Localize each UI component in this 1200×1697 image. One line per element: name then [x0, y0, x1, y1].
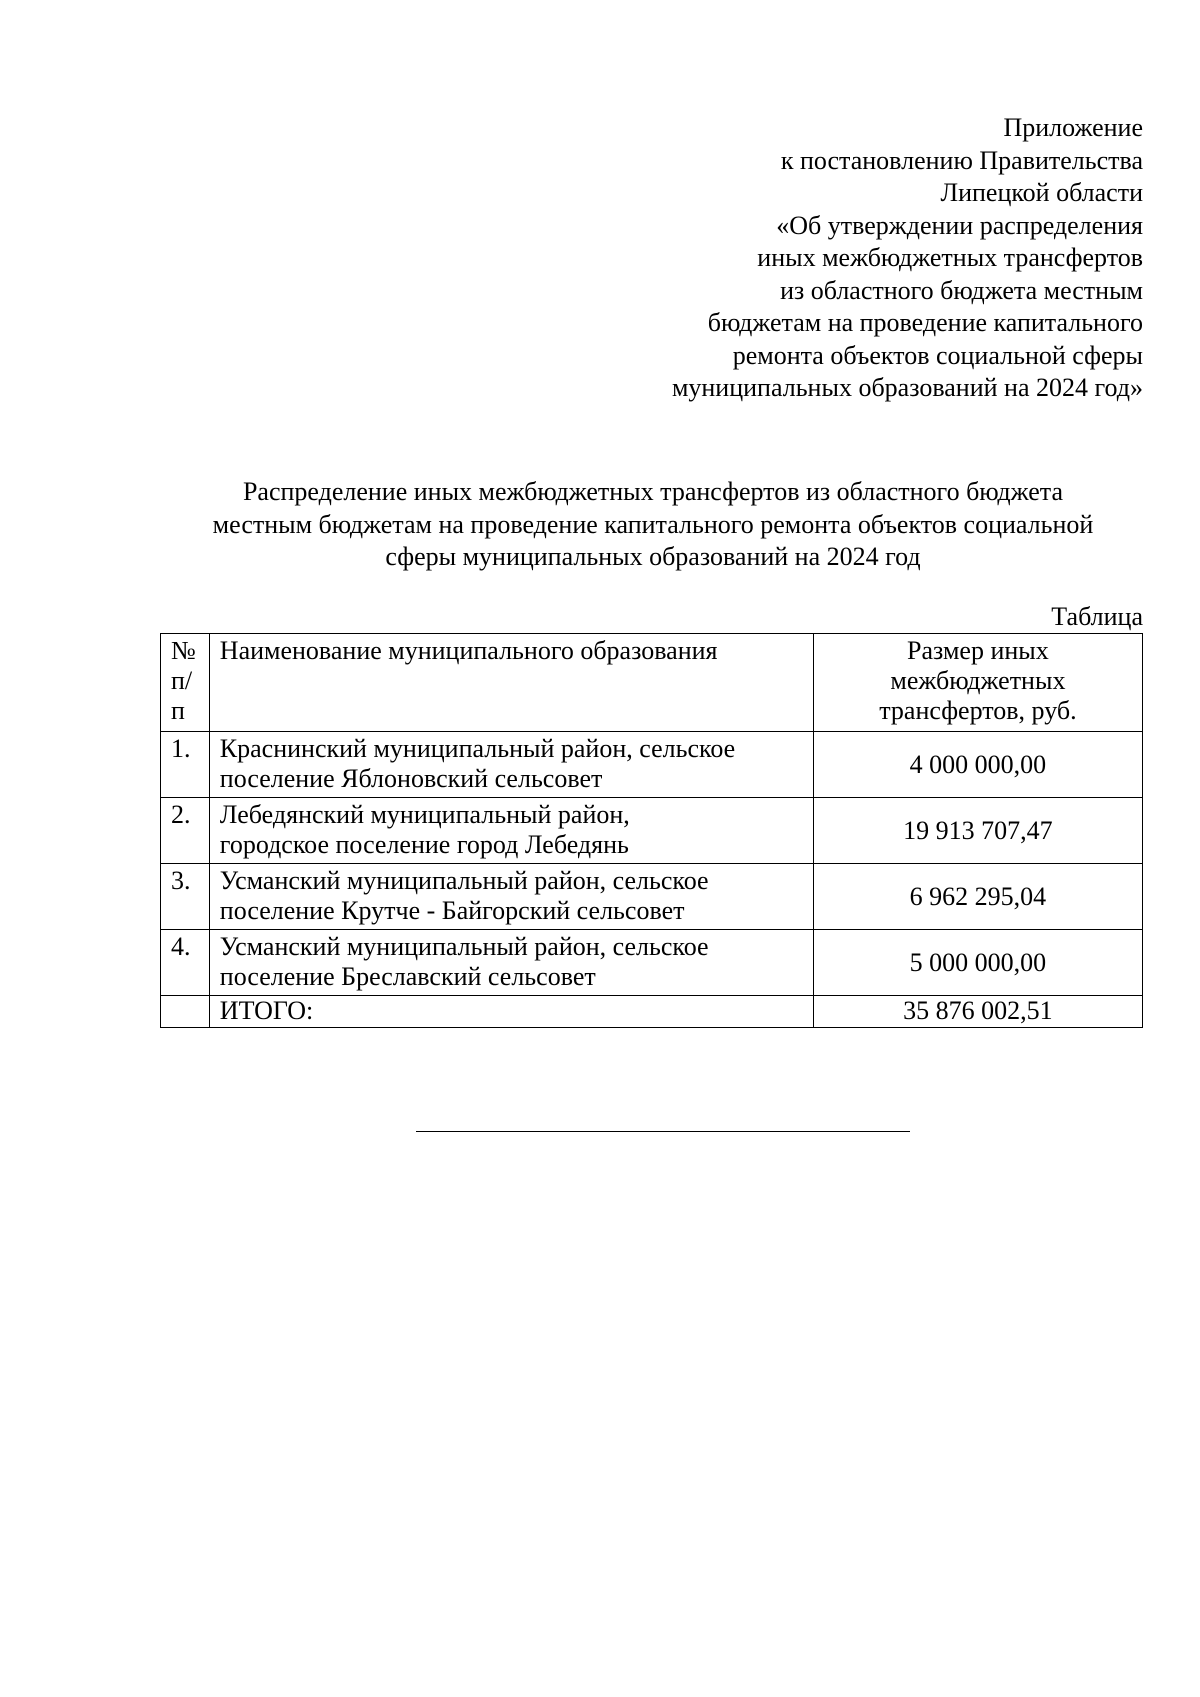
row-name [209, 864, 813, 930]
table-row [161, 798, 1143, 864]
row-name-line: Краснинский муниципальный район, сельское [219, 734, 736, 763]
row-amount: 6 962 295,04 [813, 864, 1142, 930]
row-num: 4. [161, 930, 210, 996]
total-label: ИТОГО: [209, 996, 813, 1028]
row-name-line: Усманский муниципальный район, сельское [219, 866, 709, 895]
header-name-text: Наименование муниципального образования [219, 636, 718, 665]
row-num: 1. [161, 732, 210, 798]
signature-line [416, 1131, 910, 1132]
total-amount: 35 876 002,51 [813, 996, 1142, 1028]
row-amount: 5 000 000,00 [813, 930, 1142, 996]
table-total-row [161, 996, 1143, 1028]
table-header-row [161, 634, 1143, 732]
row-name-line: поселение Яблоновский сельсовет [219, 764, 603, 793]
appendix-line: бюджетам на проведение капитального [707, 308, 1143, 337]
appendix-line: Липецкой области [940, 178, 1143, 207]
appendix-line: муниципальных образований на 2024 год» [671, 373, 1143, 402]
row-name [209, 798, 813, 864]
title-line: местным бюджетам на проведение капитального ремонта объектов социальной [212, 509, 1094, 539]
document-title [162, 476, 1144, 574]
appendix-line: из областного бюджета местным [780, 275, 1143, 305]
appendix-line: «Об утверждении распределения [776, 210, 1143, 240]
header-name [209, 634, 813, 732]
row-name [209, 732, 813, 798]
row-amount: 19 913 707,47 [813, 798, 1142, 864]
table-row [161, 930, 1143, 996]
row-name-line: городское поселение город Лебедянь [219, 830, 629, 859]
header-amount-line: трансфертов, руб. [879, 696, 1077, 725]
appendix-header [583, 112, 1143, 405]
header-amount-line: Размер иных [907, 636, 1049, 665]
row-name [209, 930, 813, 996]
appendix-line: к постановлению Правительства [780, 145, 1143, 175]
row-num: 3. [161, 864, 210, 930]
table-caption: Таблица [1051, 602, 1143, 631]
row-num: 2. [161, 798, 210, 864]
appendix-line: Приложение [1003, 113, 1143, 142]
row-name-line: поселение Крутче - Байгорский сельсовет [219, 896, 685, 925]
title-line: сферы муниципальных образований на 2024 год [385, 542, 921, 571]
title-line: Распределение иных межбюджетных трансфертов из областного бюджета [242, 477, 1064, 506]
header-num [161, 634, 210, 732]
row-name-line: Лебедянский муниципальный район, [219, 800, 630, 829]
header-num-line: № [171, 636, 196, 665]
header-num-line: п/п [171, 666, 193, 725]
table-row [161, 864, 1143, 930]
row-amount: 4 000 000,00 [813, 732, 1142, 798]
row-name-line: Усманский муниципальный район, сельское [219, 932, 709, 961]
table-row [161, 732, 1143, 798]
appendix-line: ремонта объектов социальной сферы [732, 340, 1143, 370]
header-amount-line: межбюджетных [890, 666, 1066, 695]
appendix-line: иных межбюджетных трансфертов [757, 243, 1143, 272]
header-amount [813, 634, 1142, 732]
row-name-line: поселение Бреславский сельсовет [219, 962, 596, 991]
distribution-table [160, 633, 1143, 1028]
total-num-empty [161, 996, 210, 1028]
